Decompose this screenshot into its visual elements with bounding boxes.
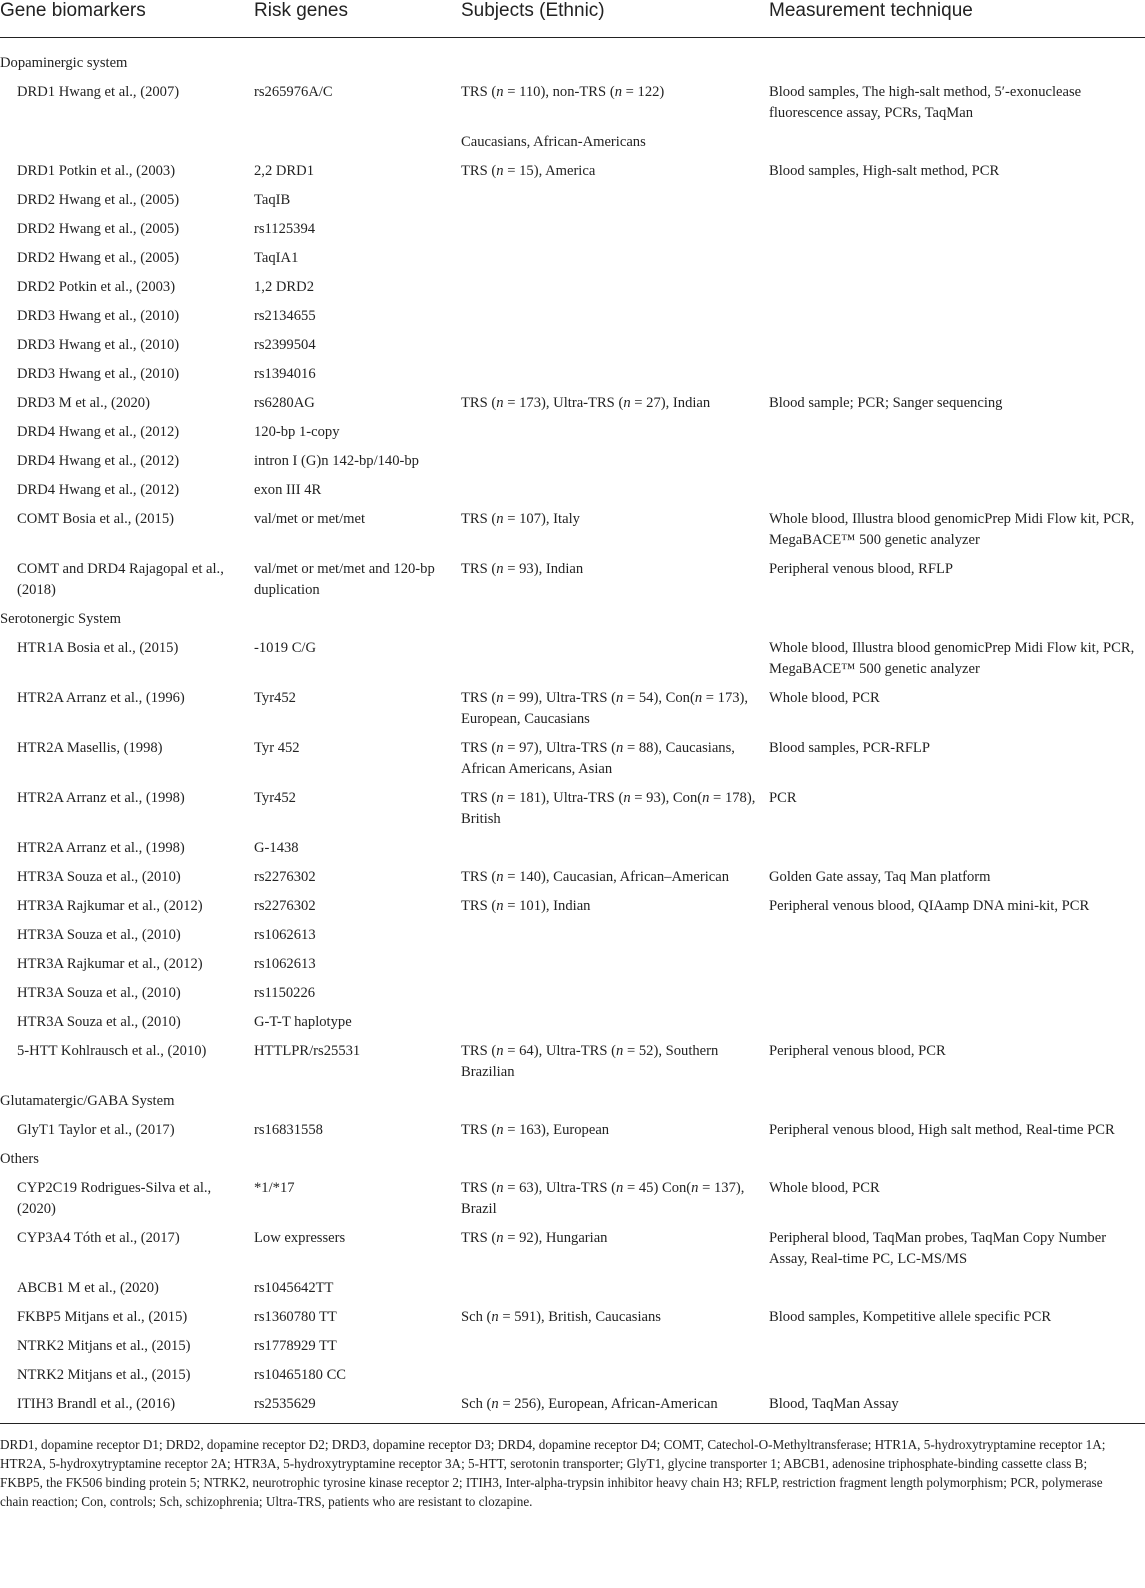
- cell-risk-gene: [254, 128, 461, 157]
- cell-measurement-technique: Peripheral venous blood, RFLP: [769, 561, 954, 577]
- cell-risk-gene: *1/*17: [254, 1180, 295, 1196]
- n-symbol: n: [496, 869, 504, 885]
- cell-subjects: TRS (n = 92), Hungarian: [461, 1230, 608, 1246]
- cell-risk-gene: rs1778929 TT: [254, 1338, 337, 1354]
- cell-risk-gene: Low expressers: [254, 1230, 346, 1246]
- table-row: [0, 273, 1145, 302]
- table-row: [0, 360, 1145, 389]
- cell-gene-biomarker: HTR2A Masellis, (1998): [17, 740, 163, 756]
- table-row: [0, 834, 1145, 863]
- cell-risk-gene: rs10465180 CC: [254, 1367, 347, 1383]
- cell-risk-gene: TaqIB: [254, 192, 291, 208]
- cell-measurement-technique: [769, 921, 1145, 950]
- cell-measurement-technique: Blood sample; PCR; Sanger sequencing: [769, 395, 1003, 411]
- cell-gene-biomarker: NTRK2 Mitjans et al., (2015): [17, 1338, 191, 1354]
- cell-measurement-technique: [769, 215, 1145, 244]
- cell-measurement-technique: [769, 1008, 1145, 1037]
- cell-gene-biomarker: CYP3A4 Tóth et al., (2017): [17, 1230, 180, 1246]
- cell-measurement-technique: Peripheral venous blood, High salt method, Real-time PCR: [769, 1122, 1115, 1138]
- cell-subjects: TRS (n = 63), Ultra-TRS (n = 45) Con(n = 137), Brazil: [461, 1180, 745, 1217]
- cell-gene-biomarker: HTR1A Bosia et al., (2015): [17, 640, 179, 656]
- cell-risk-gene: rs1394016: [254, 366, 316, 382]
- cell-subjects: [461, 634, 769, 684]
- table-row: [0, 331, 1145, 360]
- cell-risk-gene: rs1150226: [254, 985, 316, 1001]
- cell-measurement-technique: [769, 979, 1145, 1008]
- table-row: [0, 921, 1145, 950]
- cell-measurement-technique: Golden Gate assay, Taq Man platform: [769, 869, 991, 885]
- cell-measurement-technique: [769, 360, 1145, 389]
- header-measurement-technique: Measurement technique: [769, 0, 1145, 38]
- cell-gene-biomarker: DRD4 Hwang et al., (2012): [17, 453, 180, 469]
- cell-subjects: Sch (n = 591), British, Caucasians: [461, 1309, 661, 1325]
- table-row: [0, 1037, 1145, 1087]
- cell-subjects: [461, 215, 769, 244]
- cell-measurement-technique: PCR: [769, 790, 797, 806]
- cell-subjects: [461, 979, 769, 1008]
- cell-measurement-technique: [769, 834, 1145, 863]
- cell-risk-gene: 1,2 DRD2: [254, 279, 314, 295]
- cell-measurement-technique: [769, 447, 1145, 476]
- cell-measurement-technique: [769, 186, 1145, 215]
- n-symbol: n: [491, 1309, 499, 1325]
- cell-risk-gene: 2,2 DRD1: [254, 163, 314, 179]
- cell-risk-gene: rs16831558: [254, 1122, 323, 1138]
- n-symbol: n: [491, 1396, 499, 1412]
- cell-gene-biomarker: FKBP5 Mitjans et al., (2015): [17, 1309, 188, 1325]
- cell-subjects: [461, 950, 769, 979]
- cell-gene-biomarker: HTR2A Arranz et al., (1996): [17, 690, 185, 706]
- section-row: [0, 605, 1145, 634]
- cell-subjects: Sch (n = 256), European, African-American: [461, 1390, 769, 1424]
- cell-subjects: [461, 447, 769, 476]
- cell-measurement-technique: [769, 331, 1145, 360]
- table-row: [0, 1361, 1145, 1390]
- cell-measurement-technique: Blood samples, High-salt method, PCR: [769, 163, 1000, 179]
- table-row: [0, 979, 1145, 1008]
- cell-subjects: TRS (n = 110), non-TRS (n = 122): [461, 84, 665, 100]
- cell-subjects: TRS (n = 99), Ultra-TRS (n = 54), Con(n = 173), European, Caucasians: [461, 690, 749, 727]
- cell-risk-gene: TaqIA1: [254, 250, 299, 266]
- cell-subjects: TRS (n = 173), Ultra-TRS (n = 27), Indian: [461, 395, 711, 411]
- table-row: [0, 784, 1145, 834]
- cell-risk-gene: rs1062613: [254, 927, 316, 943]
- cell-measurement-technique: [769, 476, 1145, 505]
- cell-risk-gene: rs2399504: [254, 337, 316, 353]
- cell-gene-biomarker: GlyT1 Taylor et al., (2017): [17, 1122, 175, 1138]
- cell-gene-biomarker: COMT Bosia et al., (2015): [17, 511, 175, 527]
- cell-subjects: TRS (n = 64), Ultra-TRS (n = 52), Southern Brazilian: [461, 1043, 719, 1080]
- cell-gene-biomarker: HTR3A Souza et al., (2010): [17, 1014, 181, 1030]
- cell-measurement-technique: [769, 1361, 1145, 1390]
- table-row: [0, 892, 1145, 921]
- section-row: [0, 1145, 1145, 1174]
- cell-gene-biomarker: HTR3A Souza et al., (2010): [17, 927, 181, 943]
- table-row: [0, 505, 1145, 555]
- cell-risk-gene: rs2535629: [254, 1390, 461, 1424]
- cell-subjects: TRS (n = 181), Ultra-TRS (n = 93), Con(n = 178), British: [461, 790, 756, 827]
- cell-risk-gene: 120-bp 1-copy: [254, 424, 340, 440]
- section-label: Dopaminergic system: [0, 55, 128, 71]
- cell-gene-biomarker: DRD2 Hwang et al., (2005): [17, 250, 180, 266]
- section-label: Others: [0, 1151, 39, 1167]
- cell-gene-biomarker: HTR3A Souza et al., (2010): [17, 985, 181, 1001]
- cell-gene-biomarker: DRD3 M et al., (2020): [17, 395, 150, 411]
- n-symbol: n: [496, 1122, 504, 1138]
- table-row: [0, 1332, 1145, 1361]
- cell-gene-biomarker: DRD1 Potkin et al., (2003): [17, 163, 176, 179]
- table-row: [0, 1224, 1145, 1274]
- n-symbol: n: [691, 1180, 699, 1196]
- n-symbol: n: [614, 84, 622, 100]
- table-row: [0, 302, 1145, 331]
- n-symbol: n: [496, 690, 504, 706]
- cell-subjects: TRS (n = 93), Indian: [461, 561, 584, 577]
- cell-measurement-technique: Peripheral blood, TaqMan probes, TaqMan Copy Number Assay, Real-time PC, LC-MS/MS: [769, 1230, 1107, 1267]
- cell-measurement-technique: Blood samples, PCR-RFLP: [769, 740, 930, 756]
- cell-measurement-technique: Whole blood, Illustra blood genomicPrep Midi Flow kit, PCR, MegaBACE™ 500 genetic analyzer: [769, 511, 1135, 548]
- cell-measurement-technique: Blood samples, The high-salt method, 5′-exonuclease fluorescence assay, PCRs, TaqMan: [769, 84, 1082, 121]
- table-header-row: [0, 0, 1145, 38]
- cell-gene-biomarker: [0, 128, 254, 157]
- n-symbol: n: [702, 790, 710, 806]
- cell-risk-gene: intron I (G)n 142-bp/140-bp: [254, 453, 419, 469]
- cell-measurement-technique: [769, 128, 1145, 157]
- table-row: [0, 186, 1145, 215]
- n-symbol: n: [616, 690, 624, 706]
- cell-measurement-technique: Peripheral venous blood, PCR: [769, 1043, 946, 1059]
- cell-risk-gene: rs2276302: [254, 898, 316, 914]
- cell-risk-gene: rs6280AG: [254, 395, 315, 411]
- section-label: Glutamatergic/GABA System: [0, 1093, 175, 1109]
- cell-gene-biomarker: COMT and DRD4 Rajagopal et al., (2018): [17, 561, 224, 598]
- cell-risk-gene: rs1360780 TT: [254, 1309, 337, 1325]
- cell-measurement-technique: [769, 1332, 1145, 1361]
- cell-measurement-technique: [769, 1274, 1145, 1303]
- cell-gene-biomarker: DRD4 Hwang et al., (2012): [17, 424, 180, 440]
- cell-gene-biomarker: HTR3A Souza et al., (2010): [17, 869, 181, 885]
- cell-measurement-technique: Blood samples, Kompetitive allele specific PCR: [769, 1309, 1052, 1325]
- cell-gene-biomarker: DRD3 Hwang et al., (2010): [17, 337, 180, 353]
- cell-gene-biomarker: NTRK2 Mitjans et al., (2015): [17, 1367, 191, 1383]
- cell-gene-biomarker: DRD2 Hwang et al., (2005): [17, 192, 180, 208]
- table-row: [0, 634, 1145, 684]
- table-row: [0, 447, 1145, 476]
- n-symbol: n: [623, 790, 631, 806]
- cell-risk-gene: rs1045642TT: [254, 1280, 334, 1296]
- table-row: [0, 1274, 1145, 1303]
- n-symbol: n: [496, 84, 504, 100]
- n-symbol: n: [496, 740, 504, 756]
- cell-subjects: [461, 360, 769, 389]
- cell-gene-biomarker: HTR2A Arranz et al., (1998): [17, 790, 185, 806]
- n-symbol: n: [616, 740, 624, 756]
- n-symbol: n: [496, 1230, 504, 1246]
- table-row: [0, 244, 1145, 273]
- table-footnote: DRD1, dopamine receptor D1; DRD2, dopamine receptor D2; DRD3, dopamine receptor D3; DRD4, dopamine receptor D4; COMT, Catechol-O-Methyltransferase; HTR1A, 5-hydroxytryptamine receptor 1A; HTR2A, 5-hydroxytryptamine receptor 2A; HTR3A, 5-hydroxytryptamine receptor 3A; 5-HTT, serotonin transporter; GlyT1, glycine transporter 1; ABCB1, adenosine triphosphate-binding cassette class B; FKBP5, the FK506 binding protein 5; NTRK2, neurotrophic tyrosine kinase receptor 2; ITIH3, Inter-alpha-trypsin inhibitor heavy chain H3; RFLP, restriction fragment length polymorphism; PCR, polymerase chain reaction; Con, controls; Sch, schizophrenia; Ultra-TRS, patients who are resistant to clozapine.: [0, 1437, 1106, 1509]
- cell-gene-biomarker: DRD2 Potkin et al., (2003): [17, 279, 176, 295]
- n-symbol: n: [496, 1043, 504, 1059]
- cell-measurement-technique: Whole blood, PCR: [769, 690, 880, 706]
- cell-gene-biomarker: CYP2C19 Rodrigues-Silva et al., (2020): [17, 1180, 212, 1217]
- cell-subjects: TRS (n = 101), Indian: [461, 898, 591, 914]
- section-row: [0, 1087, 1145, 1116]
- table-row: [0, 734, 1145, 784]
- table-row: [0, 1008, 1145, 1037]
- section-label: Serotonergic System: [0, 611, 121, 627]
- table-row: [0, 476, 1145, 505]
- table-row: [0, 1303, 1145, 1332]
- cell-gene-biomarker: HTR2A Arranz et al., (1998): [17, 840, 185, 856]
- cell-risk-gene: Tyr 452: [254, 740, 300, 756]
- cell-subjects: TRS (n = 140), Caucasian, African–American: [461, 869, 730, 885]
- table-body: [0, 38, 1145, 1424]
- cell-subjects: [461, 1361, 769, 1390]
- cell-risk-gene: Tyr452: [254, 790, 296, 806]
- header-subjects: Subjects (Ethnic): [461, 0, 769, 38]
- cell-risk-gene: rs1125394: [254, 221, 316, 237]
- table-row: [0, 1116, 1145, 1145]
- cell-measurement-technique: Whole blood, Illustra blood genomicPrep Midi Flow kit, PCR, MegaBACE™ 500 genetic analyzer: [769, 640, 1135, 677]
- cell-subjects: [461, 302, 769, 331]
- cell-subjects: Caucasians, African-Americans: [461, 134, 646, 150]
- n-symbol: n: [496, 561, 504, 577]
- cell-risk-gene: HTTLPR/rs25531: [254, 1043, 361, 1059]
- cell-subjects: [461, 834, 769, 863]
- cell-subjects: [461, 418, 769, 447]
- cell-gene-biomarker: DRD3 Hwang et al., (2010): [17, 366, 180, 382]
- cell-risk-gene: Tyr452: [254, 690, 296, 706]
- cell-risk-gene: rs265976A/C: [254, 84, 333, 100]
- cell-subjects: [461, 1332, 769, 1361]
- table-row: [0, 863, 1145, 892]
- n-symbol: n: [616, 1180, 624, 1196]
- cell-gene-biomarker: DRD2 Hwang et al., (2005): [17, 221, 180, 237]
- cell-subjects: [461, 476, 769, 505]
- cell-risk-gene: rs1062613: [254, 956, 316, 972]
- table-row: [0, 389, 1145, 418]
- cell-risk-gene: val/met or met/met and 120-bp duplication: [254, 561, 435, 598]
- cell-measurement-technique: [769, 950, 1145, 979]
- cell-risk-gene: rs2276302: [254, 869, 316, 885]
- n-symbol: n: [496, 898, 504, 914]
- n-symbol: n: [496, 790, 504, 806]
- header-risk-genes: Risk genes: [254, 0, 461, 38]
- cell-subjects: [461, 186, 769, 215]
- cell-risk-gene: val/met or met/met: [254, 511, 366, 527]
- table-row: [0, 1390, 1145, 1424]
- cell-gene-biomarker: DRD4 Hwang et al., (2012): [17, 482, 180, 498]
- cell-gene-biomarker: HTR3A Rajkumar et al., (2012): [17, 956, 203, 972]
- table-row: [0, 215, 1145, 244]
- table-row: [0, 684, 1145, 734]
- table-row: [0, 128, 1145, 157]
- cell-subjects: [461, 1274, 769, 1303]
- cell-gene-biomarker: 5-HTT Kohlrausch et al., (2010): [17, 1043, 207, 1059]
- cell-risk-gene: exon III 4R: [254, 482, 322, 498]
- cell-subjects: [461, 244, 769, 273]
- cell-risk-gene: G-1438: [254, 840, 299, 856]
- cell-subjects: TRS (n = 97), Ultra-TRS (n = 88), Caucasians, African Americans, Asian: [461, 740, 735, 777]
- table-row: [0, 950, 1145, 979]
- n-symbol: n: [496, 395, 504, 411]
- cell-risk-gene: rs2134655: [254, 308, 316, 324]
- cell-measurement-technique: [769, 302, 1145, 331]
- cell-gene-biomarker: DRD3 Hwang et al., (2010): [17, 308, 180, 324]
- cell-measurement-technique: Blood, TaqMan Assay: [769, 1390, 1145, 1424]
- header-gene-biomarkers: Gene biomarkers: [0, 0, 254, 38]
- n-symbol: n: [694, 690, 703, 706]
- table-row: [0, 418, 1145, 447]
- cell-subjects: [461, 921, 769, 950]
- n-symbol: n: [496, 511, 504, 527]
- table-row: [0, 78, 1145, 128]
- cell-subjects: TRS (n = 15), America: [461, 163, 596, 179]
- n-symbol: n: [496, 1180, 504, 1196]
- table-row: [0, 555, 1145, 605]
- cell-subjects: TRS (n = 107), Italy: [461, 511, 580, 527]
- cell-measurement-technique: [769, 244, 1145, 273]
- table-row: [0, 1174, 1145, 1224]
- n-symbol: n: [496, 163, 504, 179]
- cell-risk-gene: G-T-T haplotype: [254, 1014, 352, 1030]
- cell-measurement-technique: Peripheral venous blood, QIAamp DNA mini-kit, PCR: [769, 898, 1090, 914]
- cell-risk-gene: -1019 C/G: [254, 640, 317, 656]
- cell-subjects: [461, 331, 769, 360]
- n-symbol: n: [623, 395, 631, 411]
- cell-subjects: TRS (n = 163), European: [461, 1122, 610, 1138]
- n-symbol: n: [616, 1043, 624, 1059]
- cell-gene-biomarker: ITIH3 Brandl et al., (2016): [0, 1390, 254, 1424]
- section-row: [0, 38, 1145, 79]
- cell-gene-biomarker: HTR3A Rajkumar et al., (2012): [17, 898, 203, 914]
- table-row: [0, 157, 1145, 186]
- cell-gene-biomarker: DRD1 Hwang et al., (2007): [17, 84, 180, 100]
- cell-measurement-technique: [769, 273, 1145, 302]
- cell-subjects: [461, 273, 769, 302]
- cell-measurement-technique: [769, 418, 1145, 447]
- cell-gene-biomarker: ABCB1 M et al., (2020): [17, 1280, 159, 1296]
- cell-measurement-technique: Whole blood, PCR: [769, 1180, 880, 1196]
- cell-subjects: [461, 1008, 769, 1037]
